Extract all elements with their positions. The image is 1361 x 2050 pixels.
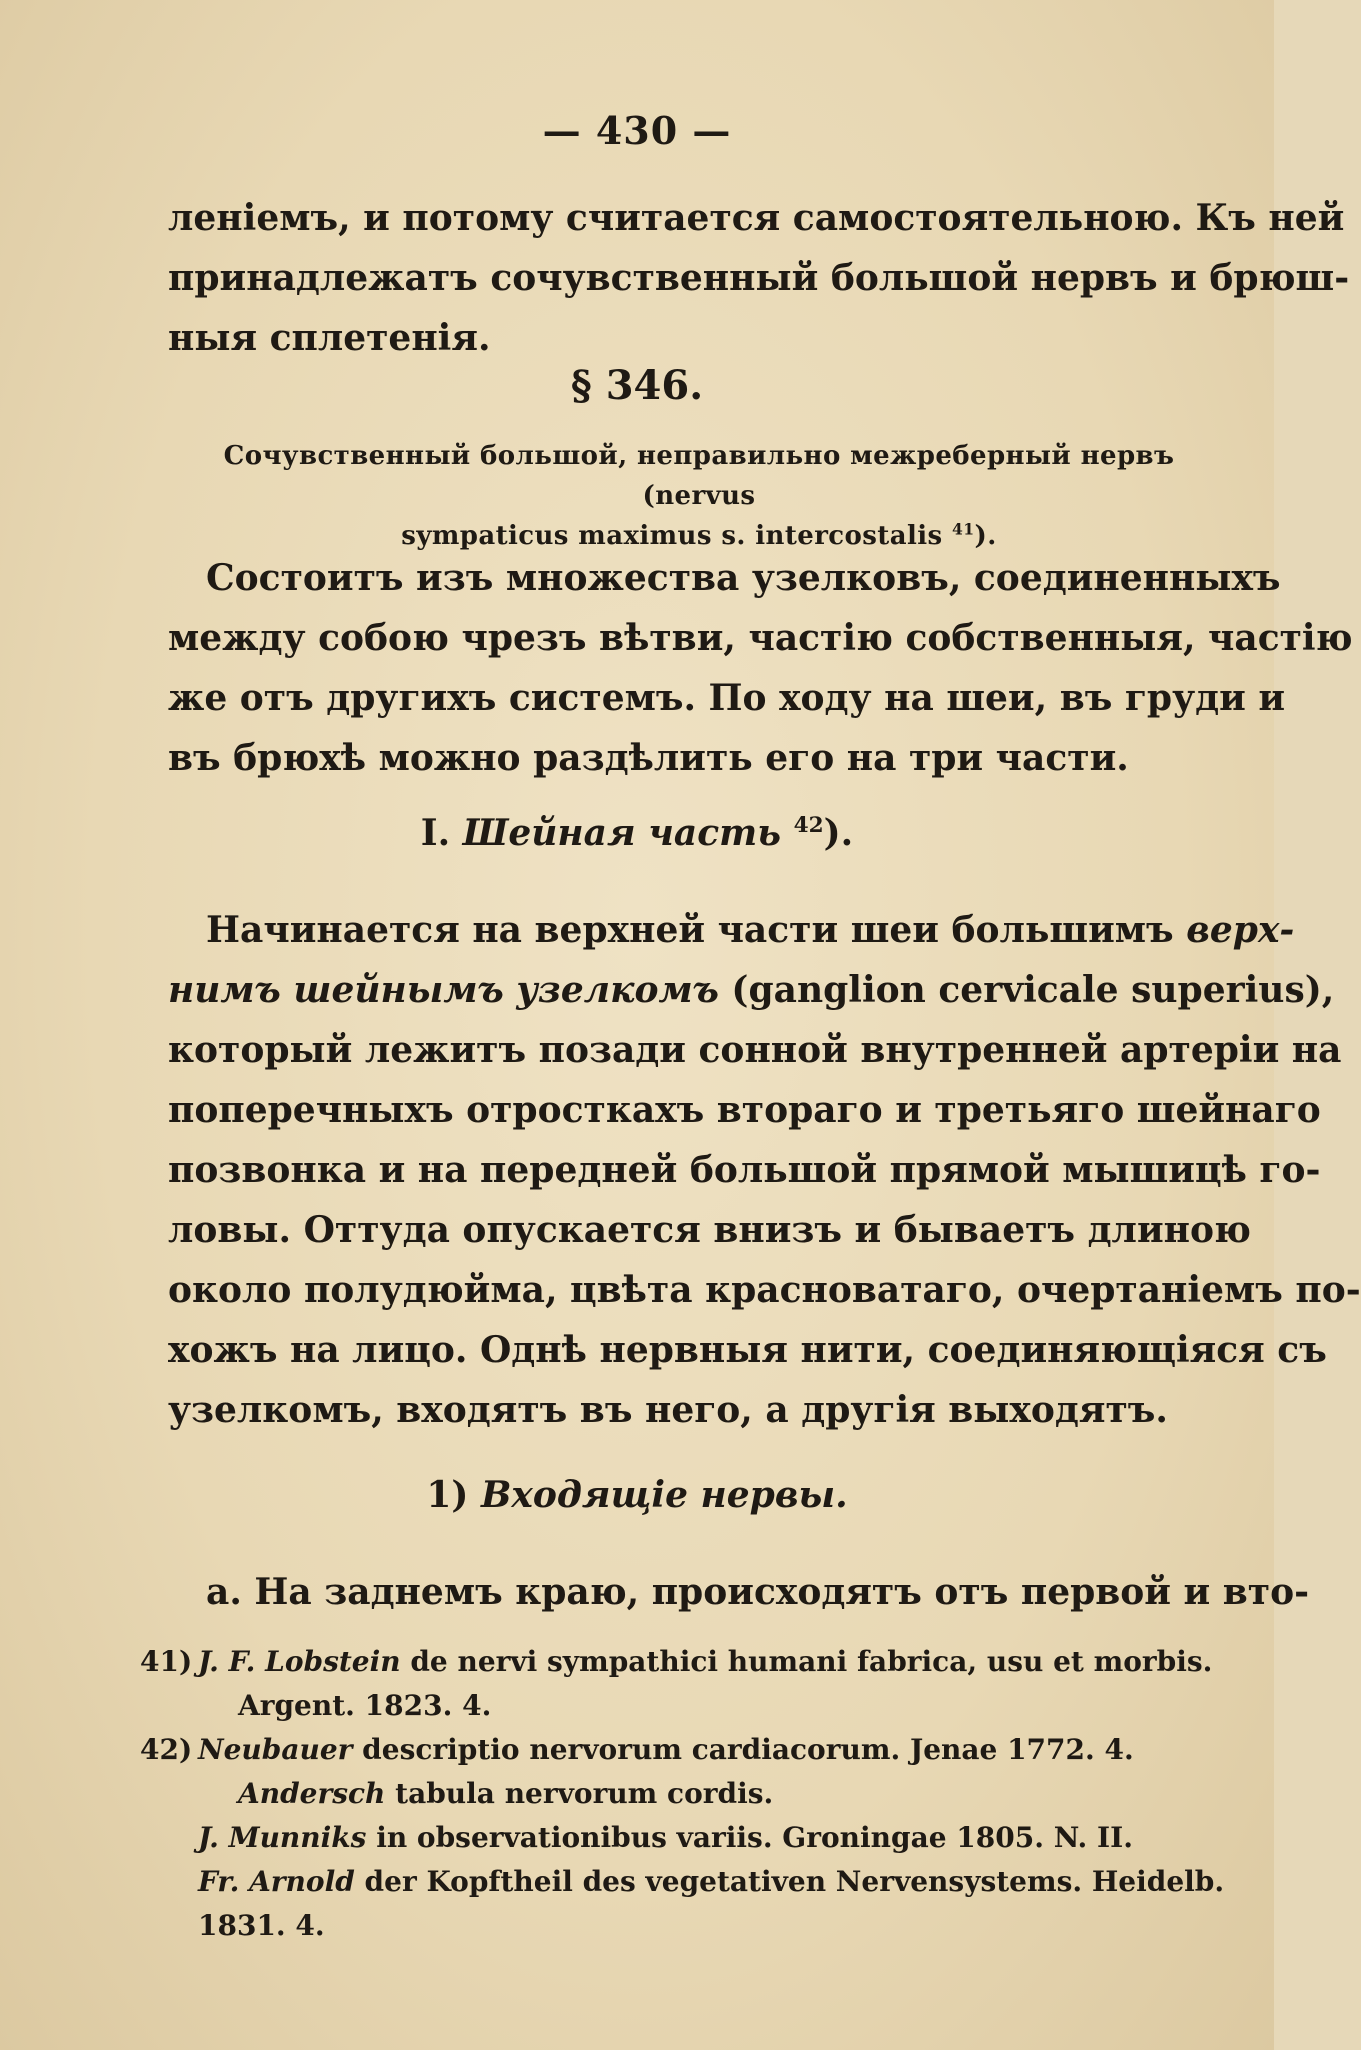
subsection-prefix: I.	[420, 812, 451, 854]
footnote-author: Neubauer	[198, 1733, 353, 1766]
footnote-author: Andersch	[238, 1777, 386, 1810]
footnote-mark: 41)	[140, 1645, 193, 1678]
text-line: хожъ на лицо. Однѣ нервныя нити, соединяющiяся съ	[168, 1329, 1327, 1371]
footnote-ref: 41	[952, 519, 975, 539]
footnote-mark: 42)	[140, 1733, 193, 1766]
text-line: который лежитъ позади сонной внутренней артерiи на	[168, 1029, 1342, 1071]
footnote-author: J. F. Lobstein	[198, 1645, 401, 1678]
section-title-line: Сочувственный большой, неправильно межреберный нервъ (nervus	[223, 441, 1175, 511]
text-line: между собою чрезъ вѣтви, частiю собственныя, частiю	[168, 617, 1353, 659]
footnote-line	[198, 1772, 1240, 1816]
footnote-author: Fr. Arnold	[198, 1865, 355, 1898]
footnote-ref: 42	[793, 813, 824, 838]
footnote-continuation: Argent. 1823. 4.	[238, 1689, 492, 1722]
text-line: поперечныхъ отросткахъ втораго и третьяго шейнаго	[168, 1089, 1321, 1131]
subsection-title: Входящiе нервы.	[480, 1474, 848, 1516]
subsection-heading-2	[0, 1474, 1274, 1516]
footnote-continuation: 1831. 4.	[198, 1909, 325, 1942]
section-title-latin: sympaticus maximus s. intercostalis	[401, 521, 943, 551]
footnote-text: descriptio nervorum cardiacorum. Jenae 1772. 4.	[362, 1733, 1134, 1766]
text-line: ленiемъ, и потому считается самостоятельною. Къ ней	[168, 197, 1345, 239]
text-line: принадлежатъ сочувственный большой нервъ и брюш-	[168, 257, 1350, 299]
subsection-heading	[0, 812, 1274, 854]
text-line: ныя сплетенiя.	[168, 317, 491, 359]
footnote	[140, 1640, 1240, 1728]
section-title-close: ).	[974, 521, 997, 551]
paragraph-entering	[168, 1562, 1310, 1622]
footnote-line	[198, 1860, 1240, 1904]
footnote-text: de nervi sympathici humani fabrica, usu et morbis.	[410, 1645, 1213, 1678]
subsection-prefix: 1)	[426, 1474, 469, 1516]
footnote-line	[198, 1728, 1240, 1772]
section-title	[168, 436, 1230, 556]
footnote-text: in observationibus variis. Groningae 1805. N. II.	[376, 1821, 1133, 1854]
text-line: же отъ другихъ системъ. По ходу на шеи, въ груди и	[168, 677, 1286, 719]
text-line: около полудюйма, цвѣта красноватаго, очертанiемъ по-	[168, 1269, 1361, 1311]
footnote-text: der Kopftheil des vegetativen Nervensystems. Heidelb.	[364, 1865, 1225, 1898]
text-line: ловы. Оттуда опускается внизъ и бываетъ длиною	[168, 1209, 1251, 1251]
paragraph-composition	[168, 548, 1353, 788]
subsection-suffix: ).	[823, 812, 854, 854]
text-line: позвонка и на передней большой прямой мышицѣ го-	[168, 1149, 1321, 1191]
footnote-text: tabula nervorum cordis.	[395, 1777, 774, 1810]
text-segment-italic: нимъ шейнымъ узелкомъ	[168, 969, 719, 1011]
text-segment: (ganglion cervicale superius),	[731, 969, 1335, 1011]
text-line: узелкомъ, входятъ въ него, а другiя выходятъ.	[168, 1389, 1168, 1431]
text-line	[168, 960, 1335, 1020]
page-number: — 430 —	[542, 108, 732, 153]
paragraph-cervical	[168, 900, 1361, 1440]
footnote-line	[198, 1816, 1240, 1860]
footnote	[140, 1728, 1240, 1948]
footnote-author: J. Munniks	[198, 1821, 367, 1854]
paragraph-continuation	[168, 188, 1350, 368]
text-line: Состоитъ изъ множества узелковъ, соединенныхъ	[206, 557, 1281, 599]
section-number: § 346.	[570, 362, 704, 409]
text-line: въ брюхѣ можно раздѣлить его на три части.	[168, 737, 1129, 779]
footnotes	[140, 1640, 1240, 1948]
footnote-line	[198, 1640, 1240, 1684]
text-line: а. На заднемъ краю, происходятъ отъ первой и вто-	[206, 1571, 1310, 1613]
text-segment-italic: верх-	[1186, 909, 1295, 951]
subsection-title: Шейная часть	[462, 812, 782, 854]
text-line	[168, 900, 1295, 960]
text-segment: Начинается на верхней части шеи большимъ	[206, 909, 1174, 951]
